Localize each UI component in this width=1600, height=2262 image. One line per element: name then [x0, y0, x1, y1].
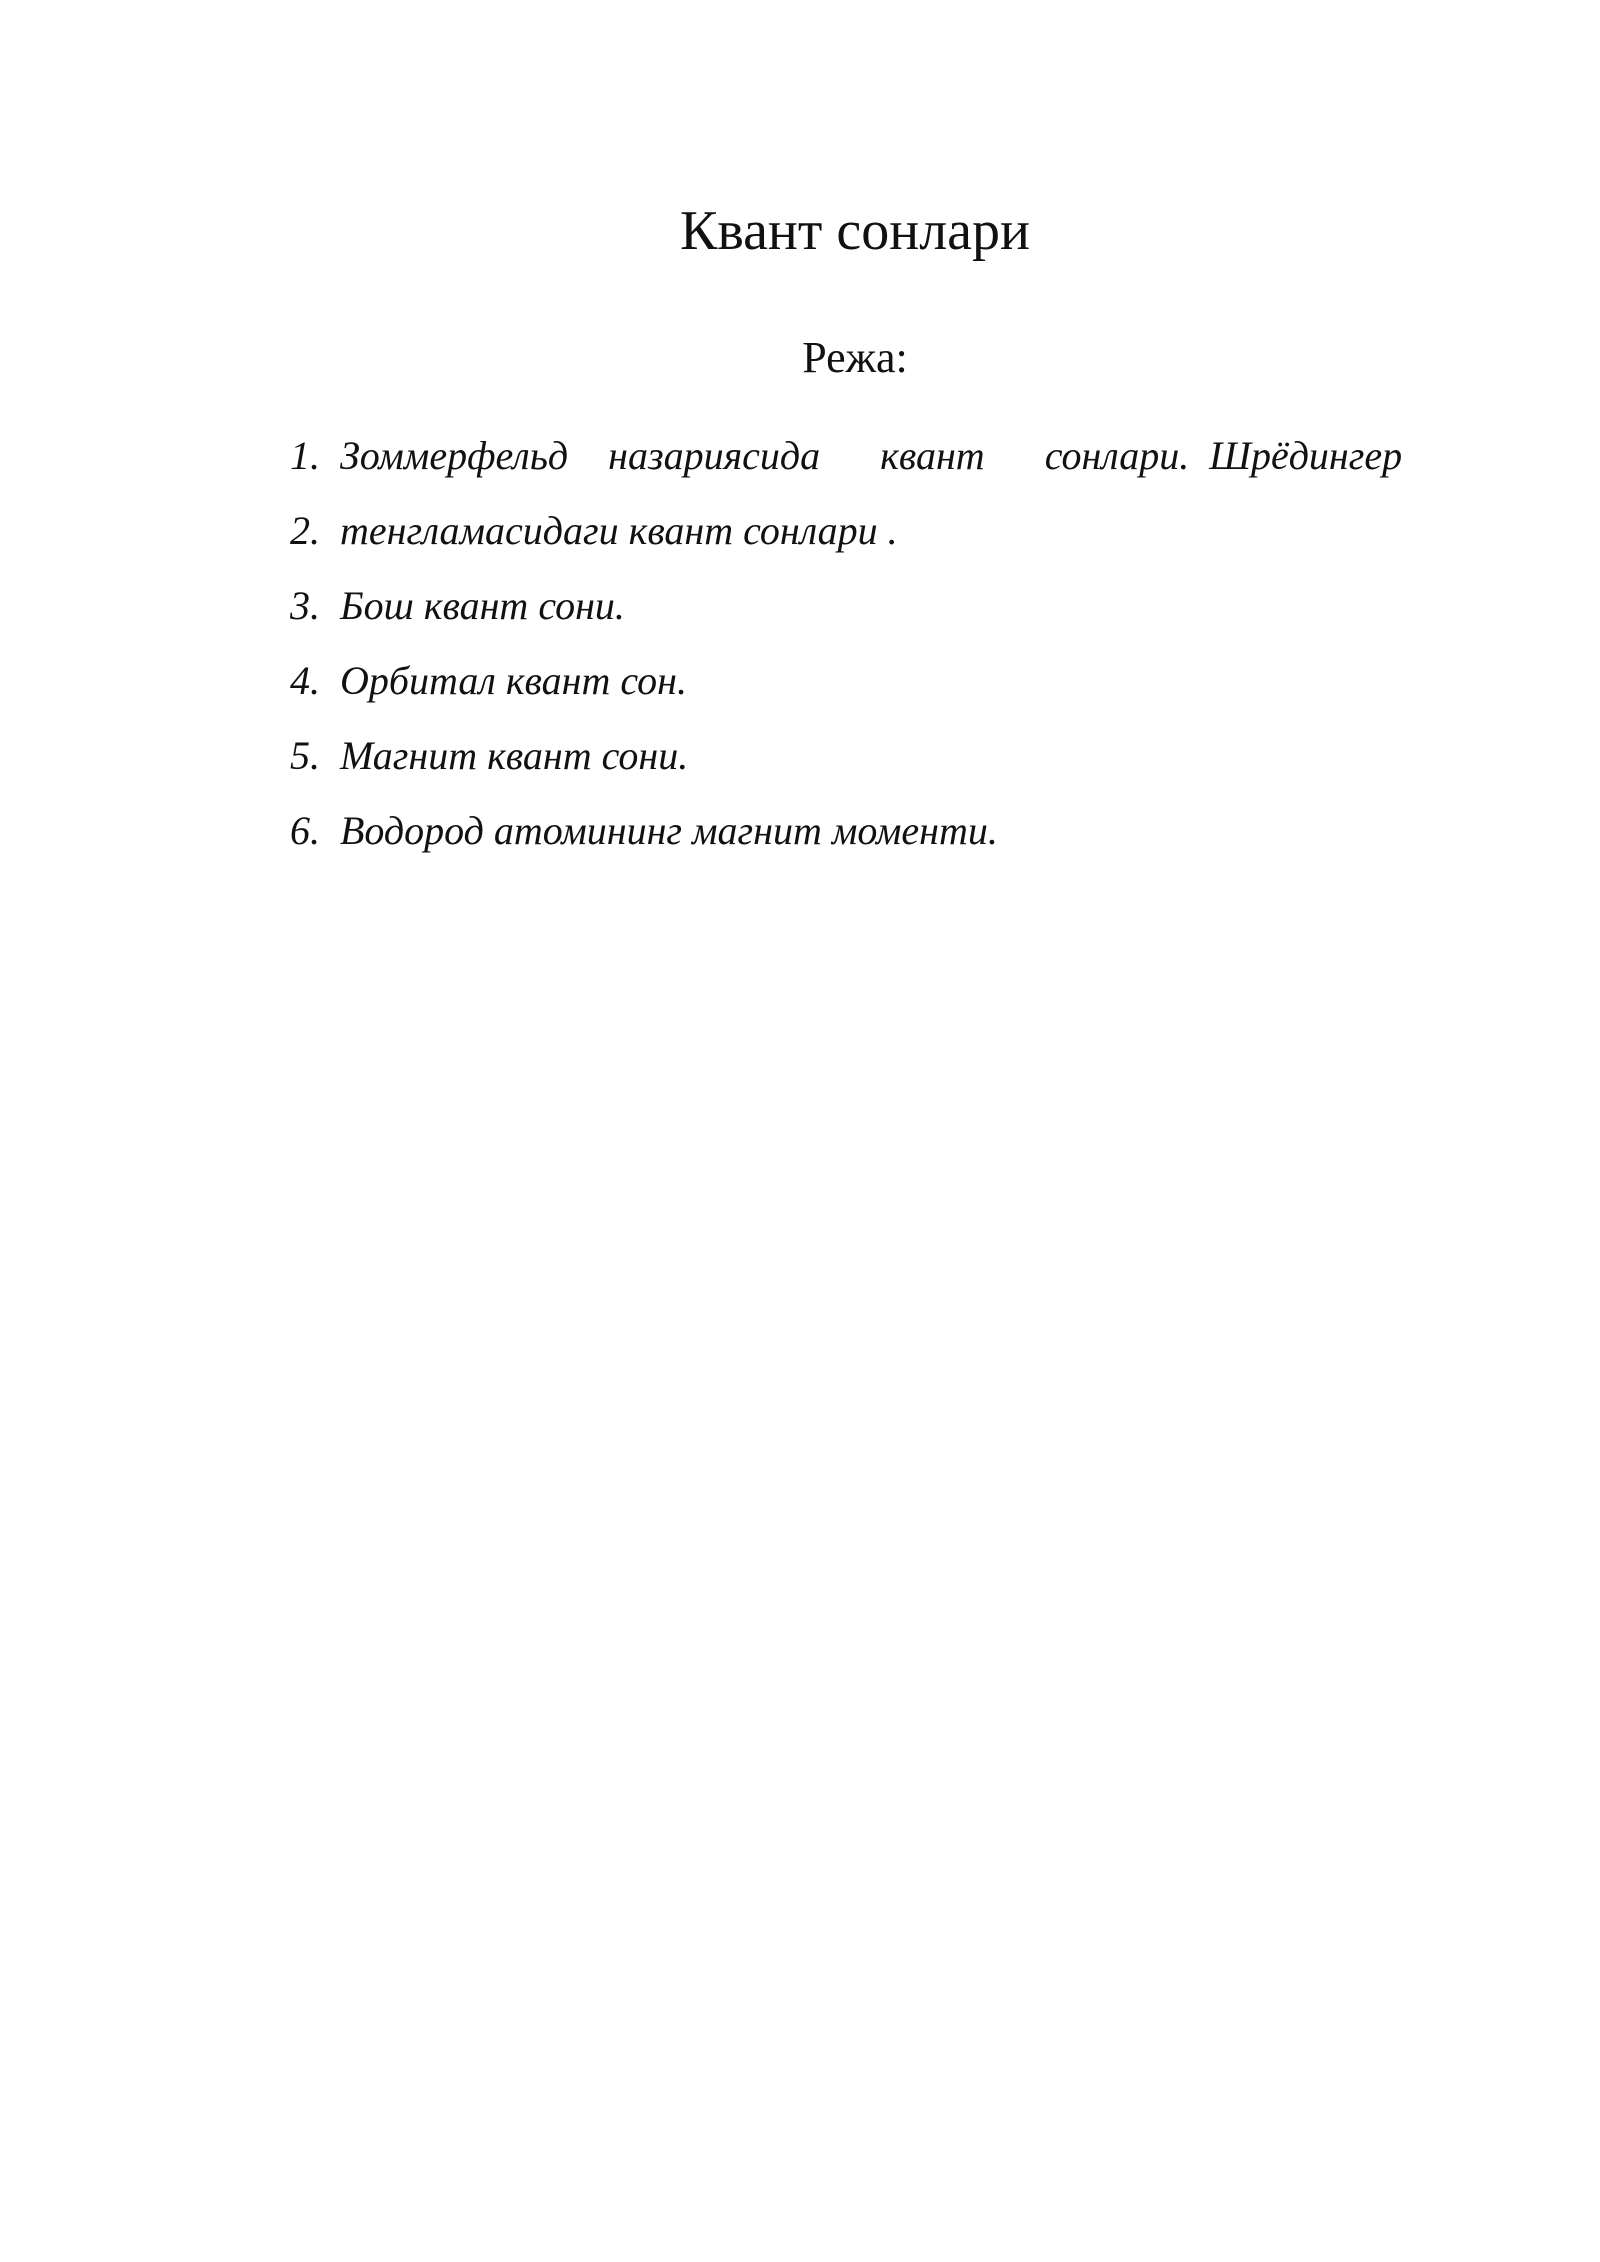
list-item: [290, 493, 1420, 568]
list-item-number: 3.: [290, 582, 320, 628]
list-item-text: Бош квант сони.: [340, 582, 625, 628]
document-title: Квант сонлари: [680, 200, 1030, 262]
list-item-text: Зоммерфельд назариясида квант сонлари. Шрёдингер: [340, 432, 1403, 478]
plan-list: [290, 418, 1420, 868]
list-item-number: 6.: [290, 807, 320, 853]
list-item-text: Орбитал квант сон.: [340, 657, 687, 703]
list-item-number: 2.: [290, 507, 320, 553]
list-item-number: 5.: [290, 732, 320, 778]
list-item: [290, 643, 1420, 718]
list-item: [290, 718, 1420, 793]
list-item: [290, 793, 1420, 868]
list-item-text: тенгламасидаги квант сонлари .: [340, 507, 898, 553]
list-item-number: 1.: [290, 432, 320, 478]
list-item-number: 4.: [290, 657, 320, 703]
list-item: [290, 568, 1420, 643]
list-item: [290, 418, 1420, 493]
plan-heading: Режа:: [802, 333, 908, 382]
list-item-text: Магнит квант сони.: [340, 732, 689, 778]
list-item-text: Водород атомининг магнит моменти.: [340, 807, 998, 853]
